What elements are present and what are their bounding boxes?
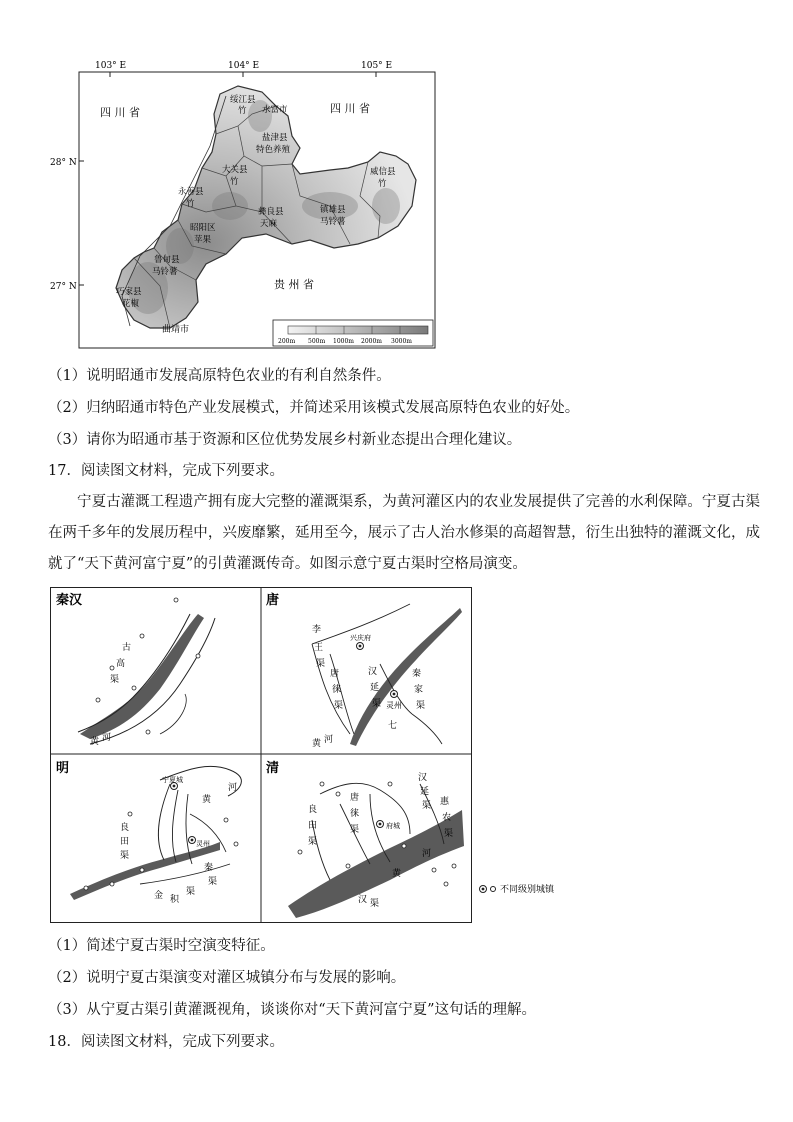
- canal-label: 延: [370, 683, 380, 693]
- region-sichuan-west: 四 川 省: [100, 106, 140, 119]
- canal-label: 田: [308, 821, 318, 831]
- lat-label: 27° N: [50, 282, 77, 292]
- elevation-legend: [273, 320, 433, 346]
- river-label: 河: [228, 783, 238, 793]
- legend-label: 不同级别城镇: [500, 885, 555, 895]
- canal-label: 唐: [330, 669, 340, 679]
- canal-label: 汉: [358, 895, 368, 905]
- canal-label: 延: [420, 787, 430, 797]
- canal-label: 汉: [368, 667, 378, 677]
- canal-label: 渠: [316, 659, 326, 669]
- town-legend: [480, 883, 556, 895]
- county-name: 永善县: [178, 187, 204, 197]
- lon-label: 105° E: [361, 61, 393, 71]
- lon-label: 103° E: [95, 61, 127, 71]
- qing-panel: [288, 772, 464, 918]
- qinhan-panel: [78, 598, 215, 747]
- county-name: 盐津县: [262, 133, 288, 143]
- canal-label: 金: [154, 891, 164, 901]
- city-label: 灵州: [386, 701, 402, 710]
- canal-label: 田: [120, 837, 130, 847]
- canal-label: 渠: [110, 675, 120, 685]
- river-label: 河: [422, 849, 432, 859]
- canal-label: 惠: [440, 797, 450, 807]
- legend-label: 500m: [308, 338, 326, 345]
- canal-label: 良: [120, 823, 130, 833]
- q18-heading: 18．阅读图文材料，完成下列要求。: [48, 1034, 284, 1050]
- county-name: 绥江县: [230, 95, 256, 105]
- q17-item-3: （3）从宁夏古渠引黄灌溉视角，谈谈你对“天下黄河富宁夏”这句话的理解。: [48, 1002, 537, 1018]
- q17-paragraph: [48, 487, 760, 580]
- county-name: 彝良县: [258, 207, 284, 217]
- q16-item-1: （1）说明昭通市发展高原特色农业的有利自然条件。: [48, 368, 391, 384]
- canal-label: 家: [414, 685, 424, 695]
- river-label: 河: [324, 735, 334, 745]
- lon-label: 104° E: [228, 61, 260, 71]
- canal-label: 渠: [186, 887, 196, 897]
- canal-label: 渠: [334, 701, 344, 711]
- region-sichuan-east: 四 川 省: [330, 102, 370, 115]
- county-crop: 马铃薯: [320, 217, 346, 227]
- canal-label: 良: [308, 805, 318, 815]
- legend-label: 200m: [278, 338, 296, 345]
- panel-title-qinhan: 秦汉: [56, 593, 83, 608]
- canal-label: 王: [314, 643, 324, 653]
- legend-label: 1000m: [333, 338, 354, 345]
- county-name: 鲁甸县: [154, 255, 180, 265]
- legend-label: 3000m: [391, 338, 412, 345]
- river-label: 黄: [312, 739, 322, 749]
- county-crop: 花椒: [122, 299, 140, 309]
- county-crop: 苹果: [194, 235, 212, 245]
- canal-label: 积: [170, 895, 180, 905]
- yellow-river: [70, 842, 220, 900]
- canal-label: 唐: [350, 793, 360, 803]
- canal-label: 徕: [350, 809, 360, 819]
- canal-label: 农: [442, 813, 452, 823]
- county-name: 大关县: [222, 165, 248, 175]
- city-label: 兴庆府: [350, 634, 371, 642]
- region-guizhou: 贵 州 省: [274, 278, 314, 291]
- canal-label: 渠: [416, 701, 426, 711]
- canal-label: 徕: [332, 685, 342, 695]
- q17-paragraph-text: 宁夏古灌溉工程遗产拥有庞大完整的灌溉渠系，为黄河灌区内的农业发展提供了完善的水利保障。宁夏古渠在两千多年的发展历程中，兴废靡繁，延用至今，展示了古人治水修渠的高超智慧，衍生出独特的灌溉文化，成就了“天下黄河富宁夏”的引黄灌溉传奇。如图示意宁夏古渠时空格局演变。: [48, 494, 760, 572]
- canal-label: 渠: [370, 899, 380, 909]
- q17-heading: 17．阅读图文材料，完成下列要求。: [48, 463, 284, 479]
- tang-panel: [312, 604, 462, 749]
- river-label: 黄: [392, 869, 402, 879]
- county-crop: 马铃薯: [152, 267, 178, 277]
- canal-label: 渠: [208, 877, 218, 887]
- county-name: 巧家县: [116, 287, 142, 297]
- city-label: 府城: [386, 822, 400, 830]
- city-label: 灵州: [196, 840, 210, 848]
- q16-item-2: （2）归纳昭通市特色产业发展模式，并简述采用该模式发展高原特色农业的好处。: [48, 400, 580, 416]
- region-qujing: 曲靖市: [162, 325, 190, 335]
- county-crop: 天麻: [260, 219, 278, 229]
- county-name: 威信县: [370, 167, 396, 177]
- lat-label: 28° N: [50, 158, 77, 168]
- canal-label: 秦: [412, 669, 422, 679]
- canal-label: 高: [116, 659, 126, 669]
- q17-item-1: （1）简述宁夏古渠时空演变特征。: [48, 938, 275, 954]
- q16-item-3: （3）请你为昭通市基于资源和区位优势发展乡村新业态提出合理化建议。: [48, 432, 522, 448]
- county-name: 水富市: [262, 105, 288, 115]
- county-crop: 特色养殖: [256, 145, 291, 155]
- river-label: 黄: [202, 795, 212, 805]
- panel-title-ming: 明: [56, 761, 70, 776]
- q17-item-2: （2）说明宁夏古渠演变对灌区城镇分布与发展的影响。: [48, 970, 406, 986]
- river-label: 黄: [90, 737, 100, 747]
- canal-label: 七: [388, 721, 398, 731]
- canal-label: 李: [312, 625, 322, 635]
- county-crop: 竹: [186, 199, 195, 209]
- canal-label: 渠: [444, 829, 454, 839]
- canal-label: 秦: [204, 863, 214, 873]
- canal-label: 古: [122, 643, 132, 653]
- canal-label: 渠: [308, 837, 318, 847]
- county-crop: 竹: [230, 177, 239, 187]
- river-label: 河: [102, 733, 112, 743]
- legend-label: 2000m: [361, 338, 382, 345]
- panel-title-tang: 唐: [266, 593, 280, 608]
- yellow-river: [350, 608, 462, 746]
- ming-panel: [70, 766, 241, 905]
- canal-label: 渠: [422, 801, 432, 811]
- ningxia-canal-map: [50, 584, 580, 928]
- canal-label: 渠: [120, 851, 130, 861]
- county-crop: 竹: [378, 179, 387, 189]
- canal-label: 汉: [418, 773, 428, 783]
- county-name: 昭阳区: [190, 223, 216, 233]
- panel-title-qing: 清: [266, 761, 280, 776]
- canal-label: 渠: [350, 825, 360, 835]
- canal-label: 渠: [372, 699, 382, 709]
- city-label: 宁夏城: [162, 776, 183, 784]
- county-name: 镇雄县: [320, 205, 346, 215]
- county-crop: 竹: [238, 106, 247, 116]
- zhaotong-map: [30, 56, 450, 356]
